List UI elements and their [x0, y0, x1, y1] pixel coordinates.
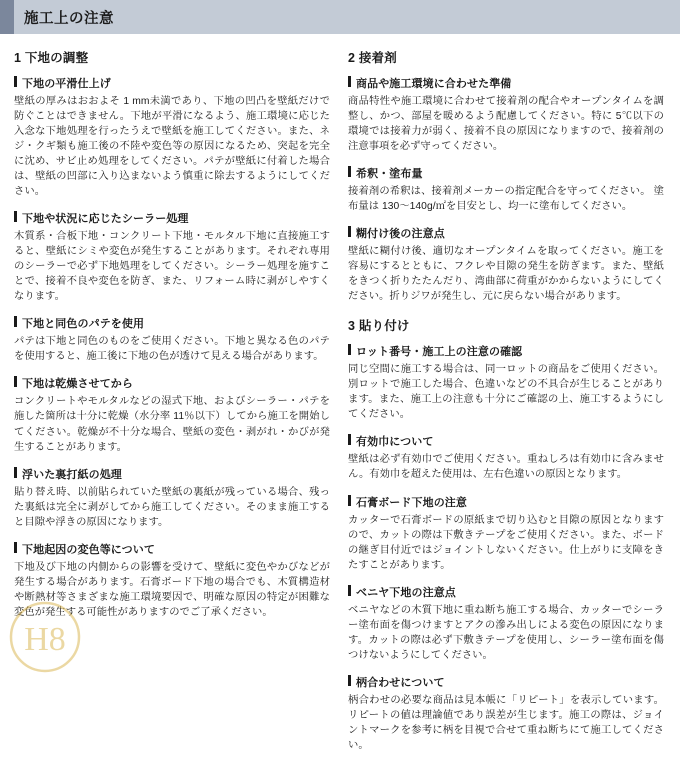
subsection-title-text: ロット番号・施工上の注意の確認 [356, 346, 523, 359]
subsection-block [14, 315, 330, 364]
subsection-body: 柄合わせの必要な商品は見本帳に「リピート」を表示しています。 リピートの値は理論値であり誤差が生じます。施工の際は、ジョイントマークを参考に柄を目視で合せて重ね断ちにて施工してください。 [348, 694, 664, 751]
subsection-block [348, 494, 664, 573]
subsection-title [348, 584, 664, 600]
subsection-block [14, 375, 330, 454]
subsection-body: 壁紙は必ず有効巾でご使用ください。重ねしろは有効巾に含みません。有効巾を超えた使用は、左右色違いの原因となります。 [348, 454, 664, 481]
subsection-title-text: 下地起因の変色等について [22, 543, 155, 556]
column-right [348, 48, 664, 764]
subsection-title [348, 165, 664, 181]
subsection-block [348, 225, 664, 304]
section-title-3: 3 貼り付け [348, 319, 410, 334]
bullet-bar-icon [14, 467, 17, 478]
subsection-title-text: 商品や施工環境に合わせた準備 [356, 78, 512, 90]
subsection-title [348, 674, 664, 690]
header-accent-bar [0, 0, 14, 34]
subsection-body: 接着剤の希釈は、接着剤メーカーの指定配合を守ってください。 塗布量は 130〜140g/㎡を目安とし、均一に塗布してください。 [348, 186, 664, 213]
subsection-body: 木質系・合板下地・コンクリート下地・モルタル下地に直接施工すると、壁紙にシミや変色が発生することがあります。それぞれ専用のシーラーで必ず下地処理をしてください。シーラー処理を施すことで、接着不良や変色を防ぎ、また、リフォーム時に剥がしやすくなります。 [14, 231, 330, 303]
watermark-logo-icon [8, 600, 82, 674]
subsection-body: ベニヤなどの木質下地に重ね断ち施工する場合、カッターでシーラー塗布面を傷つけますとアクの滲み出しによる変色の原因になります。カットの際は必ず下敷きテープを使用し、シーラー塗布面を傷つけないようにしてください。 [348, 604, 664, 661]
subsection-title [14, 210, 330, 226]
bullet-bar-icon [348, 585, 351, 596]
subsection-title-text: 希釈・塗布量 [356, 168, 423, 181]
subsection-block [14, 210, 330, 304]
subsection-block [14, 75, 330, 199]
subsection-title [348, 494, 664, 510]
bullet-bar-icon [348, 675, 351, 686]
subsection-block [14, 466, 330, 530]
subsection-title-text: 下地の平滑仕上げ [22, 78, 111, 90]
header-title-container [14, 0, 680, 34]
subsection-title-text: 柄合わせについて [356, 676, 445, 689]
subsection-block [348, 584, 664, 663]
page-title: 施工上の注意 [24, 10, 114, 27]
subsection-title-text: 下地と同色のパテを使用 [22, 318, 145, 331]
bullet-bar-icon [14, 376, 17, 387]
subsection-title-text: 糊付け後の注意点 [356, 228, 445, 241]
subsection-block [348, 165, 664, 214]
subsection-title-text: 下地は乾燥させてから [22, 378, 133, 391]
subsection-block [348, 433, 664, 482]
section-title-1: 1 下地の調整 [14, 51, 89, 65]
bullet-bar-icon [348, 344, 351, 355]
subsection-block [348, 343, 664, 422]
bullet-bar-icon [14, 542, 17, 553]
subsection-block [348, 75, 664, 154]
subsection-title [348, 75, 664, 91]
bullet-bar-icon [348, 166, 351, 177]
subsection-title [348, 343, 664, 359]
subsection-title-text: 有効巾について [356, 436, 434, 449]
subsection-title [14, 375, 330, 391]
subsection-title [348, 225, 664, 241]
svg-text:H8: H8 [24, 621, 66, 658]
subsection-body: パテは下地と同色のものをご使用ください。下地と異なる色のパテを使用すると、施工後に下地の色が透けて見える場合があります。 [14, 336, 330, 363]
subsection-body: 壁紙に糊付け後、適切なオープンタイムを取ってください。施工を容易にするとともに、フクレや目隙の発生を防ぎます。また、壁紙をきつく折りたたんだり、湾曲部に荷重がかからないようにしてください。折りジワが発生し、元に戻らない場合があります。 [348, 246, 664, 303]
subsection-body: 商品特性や施工環境に合わせて接着剤の配合やオープンタイムを調整し、かつ、部屋を暖めるよう配慮してください。特に 5℃以下の環境では接着力が弱く、接着不良の原因になりますので、接着剤の注意事項を必ず守ってください。 [348, 96, 664, 153]
bullet-bar-icon [14, 211, 17, 222]
subsection-body: 同じ空間に施工する場合は、同一ロットの商品をご使用ください。別ロットで施工した場合、色違いなどの不具合が生じることがあります。また、施工上の注意も十分にご確認の上、施工するようにしてください。 [348, 364, 664, 421]
subsection-title [348, 433, 664, 449]
subsection-body: コンクリートやモルタルなどの湿式下地、およびシーラー・パテを施した箇所は十分に乾燥（水分率 11％以下）してから施工を開始してください。乾燥が不十分な場合、壁紙の変色・剥がれ・かびが発生することがあります。 [14, 396, 330, 453]
bullet-bar-icon [14, 316, 17, 327]
subsection-title [14, 75, 330, 91]
subsection-title-text: 浮いた裏打紙の処理 [22, 468, 122, 481]
section-title-2: 2 接着剤 [348, 51, 397, 65]
bullet-bar-icon [348, 76, 351, 87]
content-columns [0, 34, 680, 764]
subsection-title-text: 下地や状況に応じたシーラー処理 [22, 213, 189, 226]
subsection-body: 壁紙の厚みはおおよそ 1 mm未満であり、下地の凹凸を壁紙だけで防ぐことはできません。下地が平滑になるよう、施工環境に応じた入念な下地処理を行ったうえで壁紙を施工してください。また、ネジ・クギ類も施工後の不陸や変色等の原因になるため、突起を完全に沈め、サビ止め処理をしてください。パテが壁紙に付着した場合は、壁紙の凹部に入り込まないよう慎重に除去するようにしてください。 [14, 96, 330, 198]
subsection-title [14, 466, 330, 482]
subsection-body: カッターで石膏ボードの原紙まで切り込むと目隙の原因となりますので、カットの際は下敷きテープをご使用ください。また、ボードの継ぎ目付近ではジョイントしないください。仕上がりに支障をきたすことがあります。 [348, 514, 664, 571]
bullet-bar-icon [348, 226, 351, 237]
subsection-block [348, 674, 664, 753]
bullet-bar-icon [348, 495, 351, 506]
document-header [0, 0, 680, 34]
subsection-title [14, 315, 330, 331]
bullet-bar-icon [14, 76, 17, 87]
subsection-title-text: 石膏ボード下地の注意 [356, 496, 467, 509]
subsection-title [14, 541, 330, 557]
subsection-body: 貼り替え時、以前貼られていた壁紙の裏紙が残っている場合、残った裏紙は完全に剥がしてから施工してください。そのまま施工すると目隙や浮きの原因になります。 [14, 486, 330, 528]
subsection-title-text: ベニヤ下地の注意点 [356, 586, 456, 599]
subsection-body: 下地及び下地の内側からの影響を受けて、壁紙に変色やかびなどが発生する場合があります。石膏ボード下地の場合でも、木質構造材や断熱材等さまざまな施工環境要因で、明確な原因の特定が困難な変色が発生する可能性がありますのでご了承ください。 [14, 561, 330, 618]
bullet-bar-icon [348, 434, 351, 445]
